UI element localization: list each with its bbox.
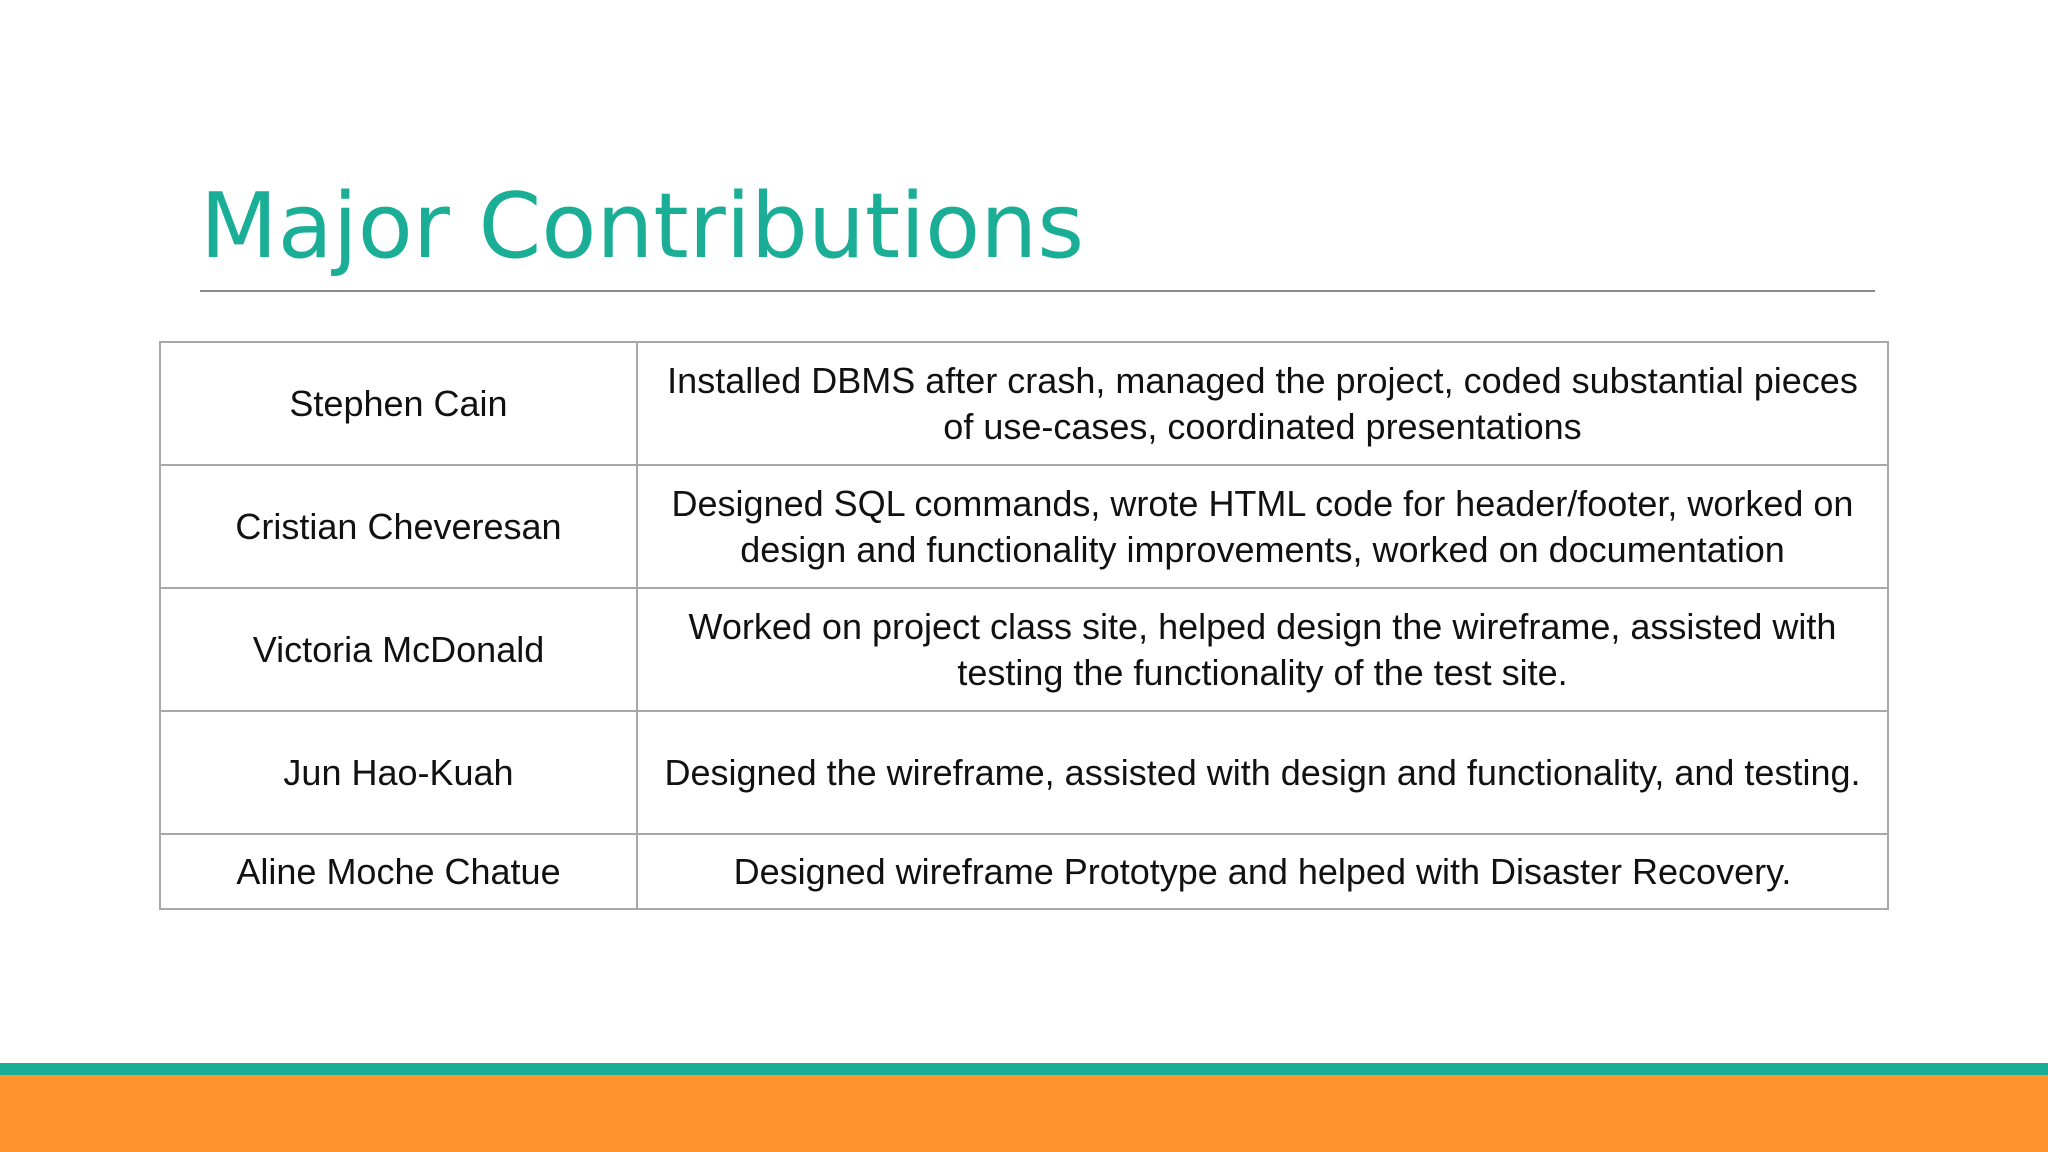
member-name-cell: Cristian Cheveresan (160, 465, 637, 588)
table-row (160, 834, 1888, 909)
contribution-description-cell: Installed DBMS after crash, managed the project, coded substantial pieces of use-cases, coordinated presentations (637, 342, 1888, 465)
table-row (160, 342, 1888, 465)
contributions-table (159, 341, 1889, 910)
contribution-description-cell: Designed wireframe Prototype and helped with Disaster Recovery. (637, 834, 1888, 909)
footer-accent-bar (0, 1075, 2048, 1152)
footer-accent-stripe (0, 1063, 2048, 1075)
member-name-cell: Aline Moche Chatue (160, 834, 637, 909)
member-name-cell: Victoria McDonald (160, 588, 637, 711)
member-name-cell: Stephen Cain (160, 342, 637, 465)
table-row (160, 465, 1888, 588)
contribution-description-cell: Worked on project class site, helped design the wireframe, assisted with testing the functionality of the test site. (637, 588, 1888, 711)
table-row (160, 711, 1888, 834)
slide-title: Major Contributions (200, 174, 1085, 279)
title-divider (200, 290, 1875, 292)
table-row (160, 588, 1888, 711)
contribution-description-cell: Designed SQL commands, wrote HTML code for header/footer, worked on design and functionality improvements, worked on documentation (637, 465, 1888, 588)
member-name-cell: Jun Hao-Kuah (160, 711, 637, 834)
contribution-description-cell: Designed the wireframe, assisted with design and functionality, and testing. (637, 711, 1888, 834)
